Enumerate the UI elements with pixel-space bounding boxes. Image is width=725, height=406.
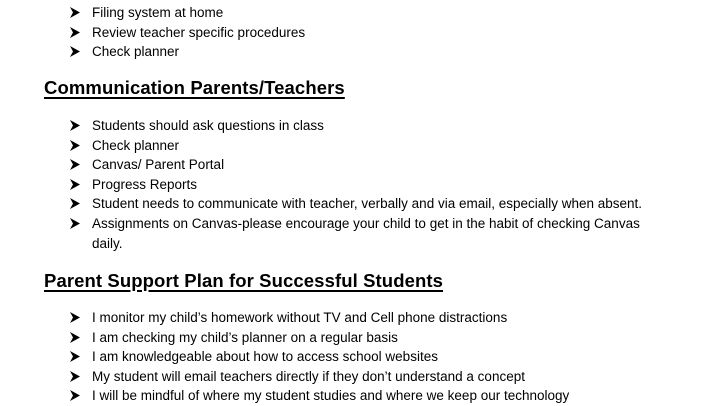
list-item <box>0 42 672 62</box>
list-item-text: I am checking my child’s planner on a regular basis <box>92 329 398 345</box>
list-item <box>0 23 672 43</box>
list-item <box>0 175 672 195</box>
list-item <box>0 347 672 367</box>
list-item-text: Check planner <box>92 137 180 153</box>
communication-bullet-list <box>0 116 672 253</box>
list-item <box>0 386 672 406</box>
list-item-text: Check planner <box>92 44 180 60</box>
list-item-text: Students should ask questions in class <box>92 118 324 133</box>
communication-heading: Communication Parents/Teachers <box>44 77 345 98</box>
list-item-text: My student will email teachers directly if they don’t understand a concept <box>92 368 525 384</box>
list-item-text: Filing system at home <box>92 5 224 20</box>
list-item-text: Assignments on Canvas-please encourage your child to get in the habit of checking Canvas daily. <box>92 215 640 251</box>
list-item <box>0 155 672 175</box>
list-item-text: Review teacher specific procedures <box>92 24 306 40</box>
list-item <box>0 116 672 136</box>
list-item <box>0 308 672 328</box>
list-item <box>0 3 672 23</box>
list-item-text: I am knowledgeable about how to access school websites <box>92 349 438 365</box>
list-item-text: Progress Reports <box>92 176 198 192</box>
list-item-text: I monitor my child’s homework without TV and Cell phone distractions <box>92 310 508 325</box>
list-item <box>0 328 672 348</box>
parent-support-bullet-list <box>0 308 672 406</box>
list-item <box>0 194 672 214</box>
parent-support-heading: Parent Support Plan for Successful Students <box>44 270 444 291</box>
list-item-text: I will be mindful of where my student studies and where we keep our technology <box>92 388 570 404</box>
list-item-text: Student needs to communicate with teacher, verbally and via email, especially when absent. <box>92 196 643 212</box>
list-item-text: Canvas/ Parent Portal <box>92 157 225 173</box>
top-bullet-list <box>0 3 672 62</box>
list-item <box>0 136 672 156</box>
list-item <box>0 214 672 253</box>
list-item <box>0 367 672 387</box>
